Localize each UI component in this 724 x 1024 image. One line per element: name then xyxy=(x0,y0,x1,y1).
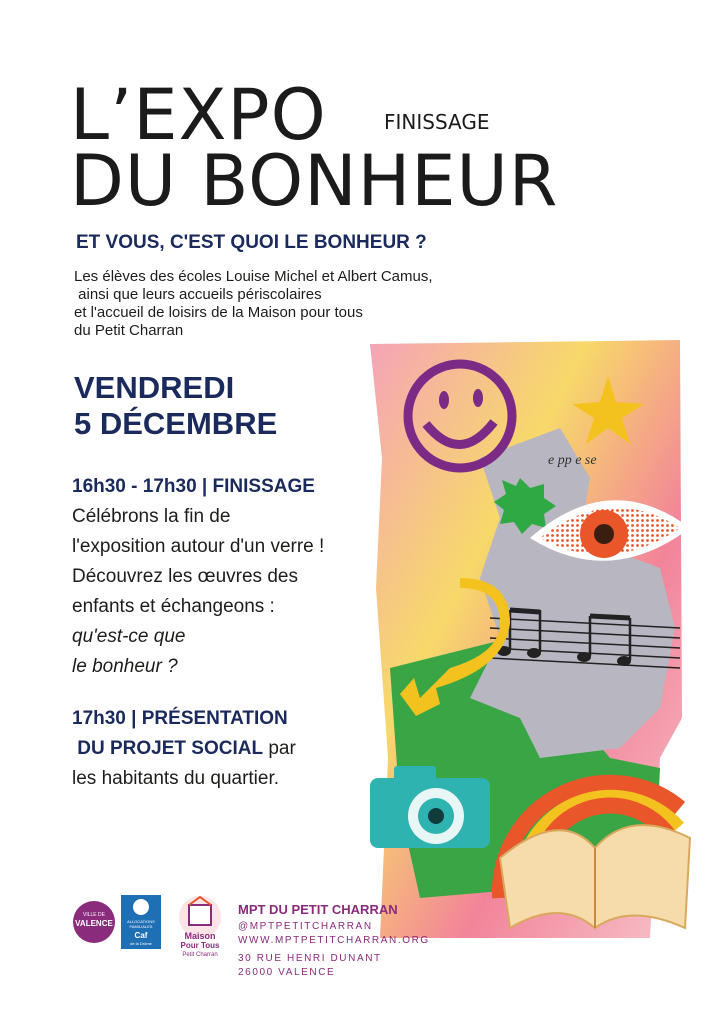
presentation-heading: 17h30 | PRÉSENTATION xyxy=(72,708,288,729)
finissage-heading: 16h30 - 17h30 | FINISSAGE xyxy=(72,476,315,497)
finissage-italic-line: qu'est-ce que xyxy=(72,626,186,647)
svg-text:Maison: Maison xyxy=(184,931,216,941)
camera-icon xyxy=(370,766,490,848)
intro-line: ainsi que leurs accueils périscolaires xyxy=(74,286,322,303)
address-line-2: 26000 VALENCE xyxy=(238,967,336,978)
website-link[interactable]: WWW.MPTPETITCHARRAN.ORG xyxy=(238,935,430,946)
svg-text:VALENCE: VALENCE xyxy=(75,919,113,928)
finissage-line: Découvrez les œuvres des xyxy=(72,566,298,587)
finissage-italic-line: le bonheur ? xyxy=(72,656,178,677)
title-line-1: L’EXPO xyxy=(70,74,327,156)
collage-illustration xyxy=(360,338,700,938)
svg-text:FAMILIALES: FAMILIALES xyxy=(129,924,153,929)
caf-logo xyxy=(121,895,161,949)
presentation-line-3: les habitants du quartier. xyxy=(72,768,280,789)
finissage-line: Célébrons la fin de xyxy=(72,506,231,527)
finissage-block xyxy=(72,472,324,682)
organization-name: MPT DU PETIT CHARRAN xyxy=(238,902,398,917)
intro-line: Les élèves des écoles Louise Michel et Albert Camus, xyxy=(74,268,433,285)
svg-text:Caf: Caf xyxy=(134,931,148,940)
event-date xyxy=(74,370,277,442)
social-handle[interactable]: @MPTPETITCHARRAN xyxy=(238,921,373,932)
presentation-heading-2: DU PROJET SOCIAL xyxy=(72,738,264,759)
svg-text:Pour Tous: Pour Tous xyxy=(180,941,220,950)
presentation-block xyxy=(72,704,296,794)
address-line-1: 30 RUE HENRI DUNANT xyxy=(238,953,382,964)
mpt-logo xyxy=(172,895,228,959)
question-subtitle: ET VOUS, C'EST QUOI LE BONHEUR ? xyxy=(76,232,427,253)
music-text: e pp e se xyxy=(548,453,597,468)
event-day: VENDREDI xyxy=(74,370,235,405)
presentation-suffix: par xyxy=(263,738,296,759)
svg-text:de la Drôme: de la Drôme xyxy=(130,941,152,946)
intro-line: du Petit Charran xyxy=(74,322,184,339)
intro-line: et l'accueil de loisirs de la Maison pour tous xyxy=(74,304,363,321)
title-line-2: DU BONHEUR xyxy=(70,140,559,222)
svg-text:Petit Charran: Petit Charran xyxy=(182,952,218,958)
finissage-tag: FINISSAGE xyxy=(384,110,490,134)
event-date-value: 5 DÉCEMBRE xyxy=(74,406,278,441)
finissage-line: l'exposition autour d'un verre ! xyxy=(72,536,325,557)
presentation-line-2 xyxy=(72,734,296,764)
finissage-line: enfants et échangeons : xyxy=(72,596,275,617)
svg-text:ALLOCATIONS: ALLOCATIONS xyxy=(127,919,155,924)
valence-logo xyxy=(72,900,116,944)
intro-text xyxy=(74,268,433,340)
svg-text:VILLE DE: VILLE DE xyxy=(83,912,105,918)
